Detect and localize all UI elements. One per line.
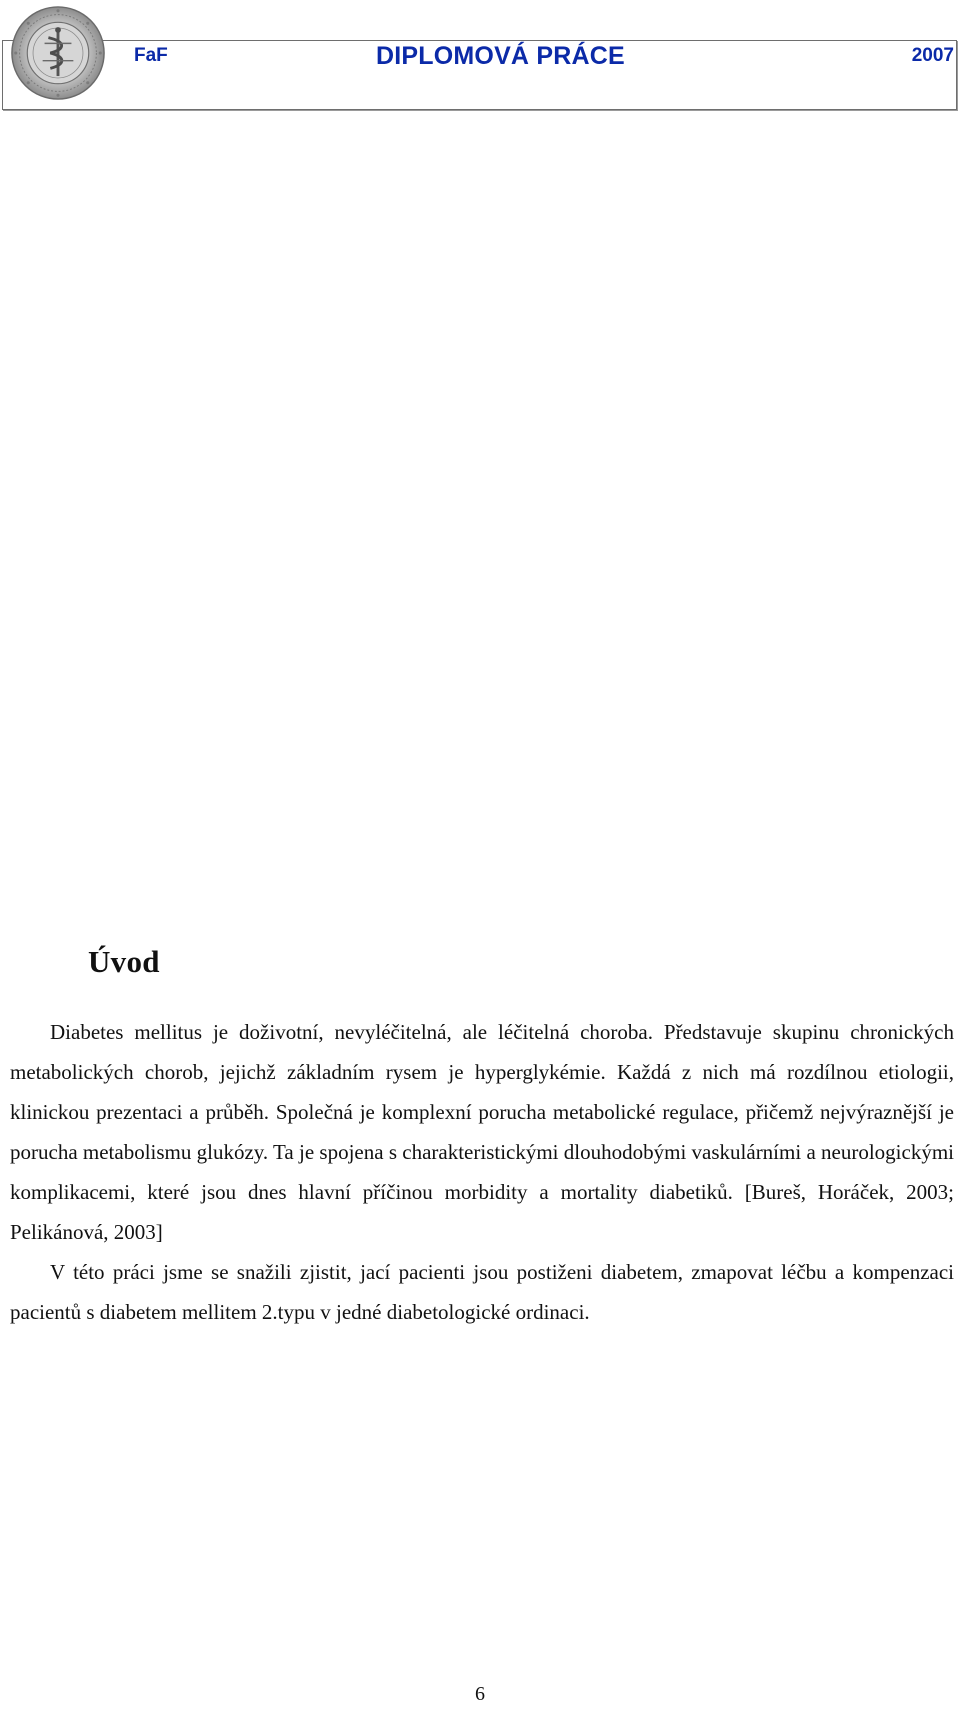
body-text bbox=[10, 1012, 954, 1332]
page-header bbox=[0, 0, 960, 120]
paragraph-intro: Diabetes mellitus je doživotní, nevyléčitelná, ale léčitelná choroba. Představuje skupinu chronických metabolických chorob, jejichž základním rysem je hyperglykémie. Každá z nich má rozdílnou etiologii, klinickou prezentaci a průběh. Společná je komplexní porucha metabolické regulace, přičemž nejvýraznější je porucha metabolismu glukózy. Ta je spojena s charakteristickými dlouhodobými vaskulárními a neurologickými komplikacemi, které jsou dnes hlavní příčinou morbidity a mortality diabetiků. [Bureš, Horáček, 2003; Pelikánová, 2003] bbox=[10, 1020, 954, 1244]
header-faculty-abbr: FaF bbox=[134, 45, 168, 66]
paragraph-aim: V této práci jsme se snažili zjistit, jací pacienti jsou postiženi diabetem, zmapovat léčbu a kompenzaci pacientů s diabetem mellitem 2.typu v jedné diabetologické ordinaci. bbox=[10, 1260, 954, 1324]
university-seal-icon bbox=[10, 5, 106, 101]
header-document-type: DIPLOMOVÁ PRÁCE bbox=[376, 42, 625, 70]
page-number: 6 bbox=[475, 1683, 485, 1705]
section-heading: Úvod bbox=[88, 944, 160, 979]
header-year: 2007 bbox=[911, 45, 954, 66]
